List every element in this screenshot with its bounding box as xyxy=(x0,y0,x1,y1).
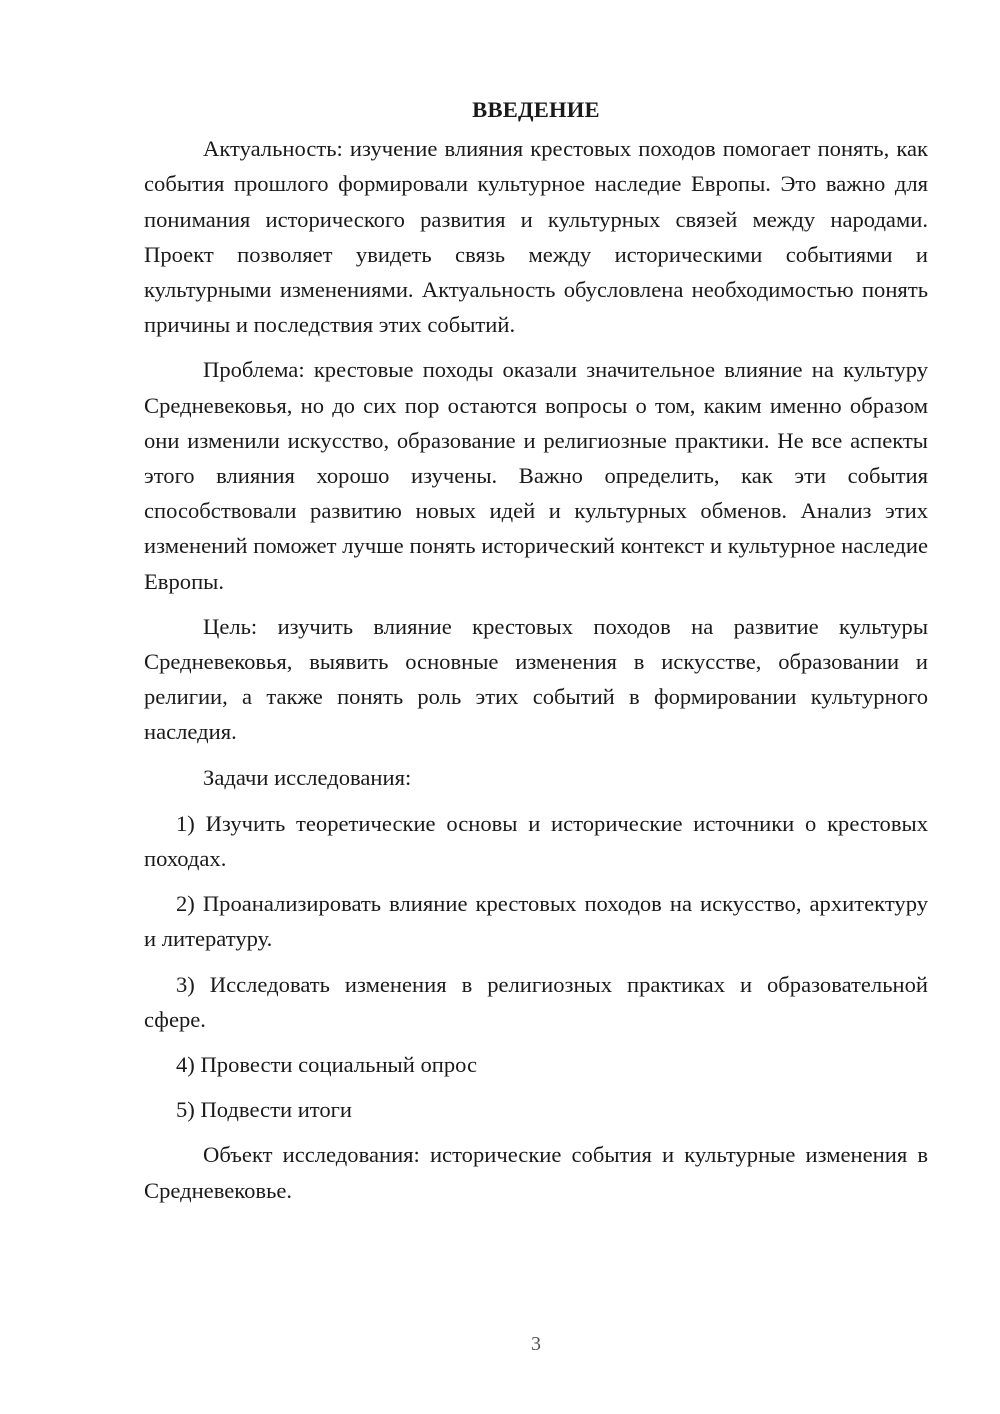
task-item-2: 2) Проанализировать влияние крестовых походов на искусство, архитектуру и литературу. xyxy=(144,891,928,952)
object-paragraph: Объект исследования: исторические события и культурные изменения в Средневековье. xyxy=(144,1142,928,1203)
page-number: 3 xyxy=(531,1333,541,1355)
goal-paragraph: Цель: изучить влияние крестовых походов на развитие культуры Средневековья, выявить основные изменения в искусстве, образовании и религии, а также понять роль этих событий в формировании культурного наследия. xyxy=(144,613,928,745)
task-item-3: 3) Исследовать изменения в религиозных практиках и образовательной сфере. xyxy=(144,971,928,1032)
relevance-paragraph: Актуальность: изучение влияния крестовых походов помогает понять, как события прошлого формировали культурное наследие Европы. Это важно для понимания исторического развития и культурных связей между народами. Проект позволяет увидеть связь между историческими событиями и культурными изменениями. Актуальность обусловлена необходимостью понять причины и последствия этих событий. xyxy=(144,136,928,338)
section-title: ВВЕДЕНИЕ xyxy=(472,97,600,122)
task-item-5: 5) Подвести итоги xyxy=(176,1097,353,1123)
task-item-1: 1) Изучить теоретические основы и исторические источники о крестовых походах. xyxy=(144,810,928,872)
problem-paragraph: Проблема: крестовые походы оказали значительное влияние на культуру Средневековья, но до сих пор остаются вопросы о том, каким именно образом они изменили искусство, образование и религиозные практики. Не все аспекты этого влияния хорошо изучены. Важно определить, как эти события способствовали развитию новых идей и культурных обменов. Анализ этих изменений поможет лучше понять исторический контекст и культурное наследие Европы. xyxy=(144,357,928,594)
page-content xyxy=(144,92,928,1218)
tasks-heading: Задачи исследования: xyxy=(203,764,412,790)
task-item-4: 4) Провести социальный опрос xyxy=(176,1052,478,1078)
